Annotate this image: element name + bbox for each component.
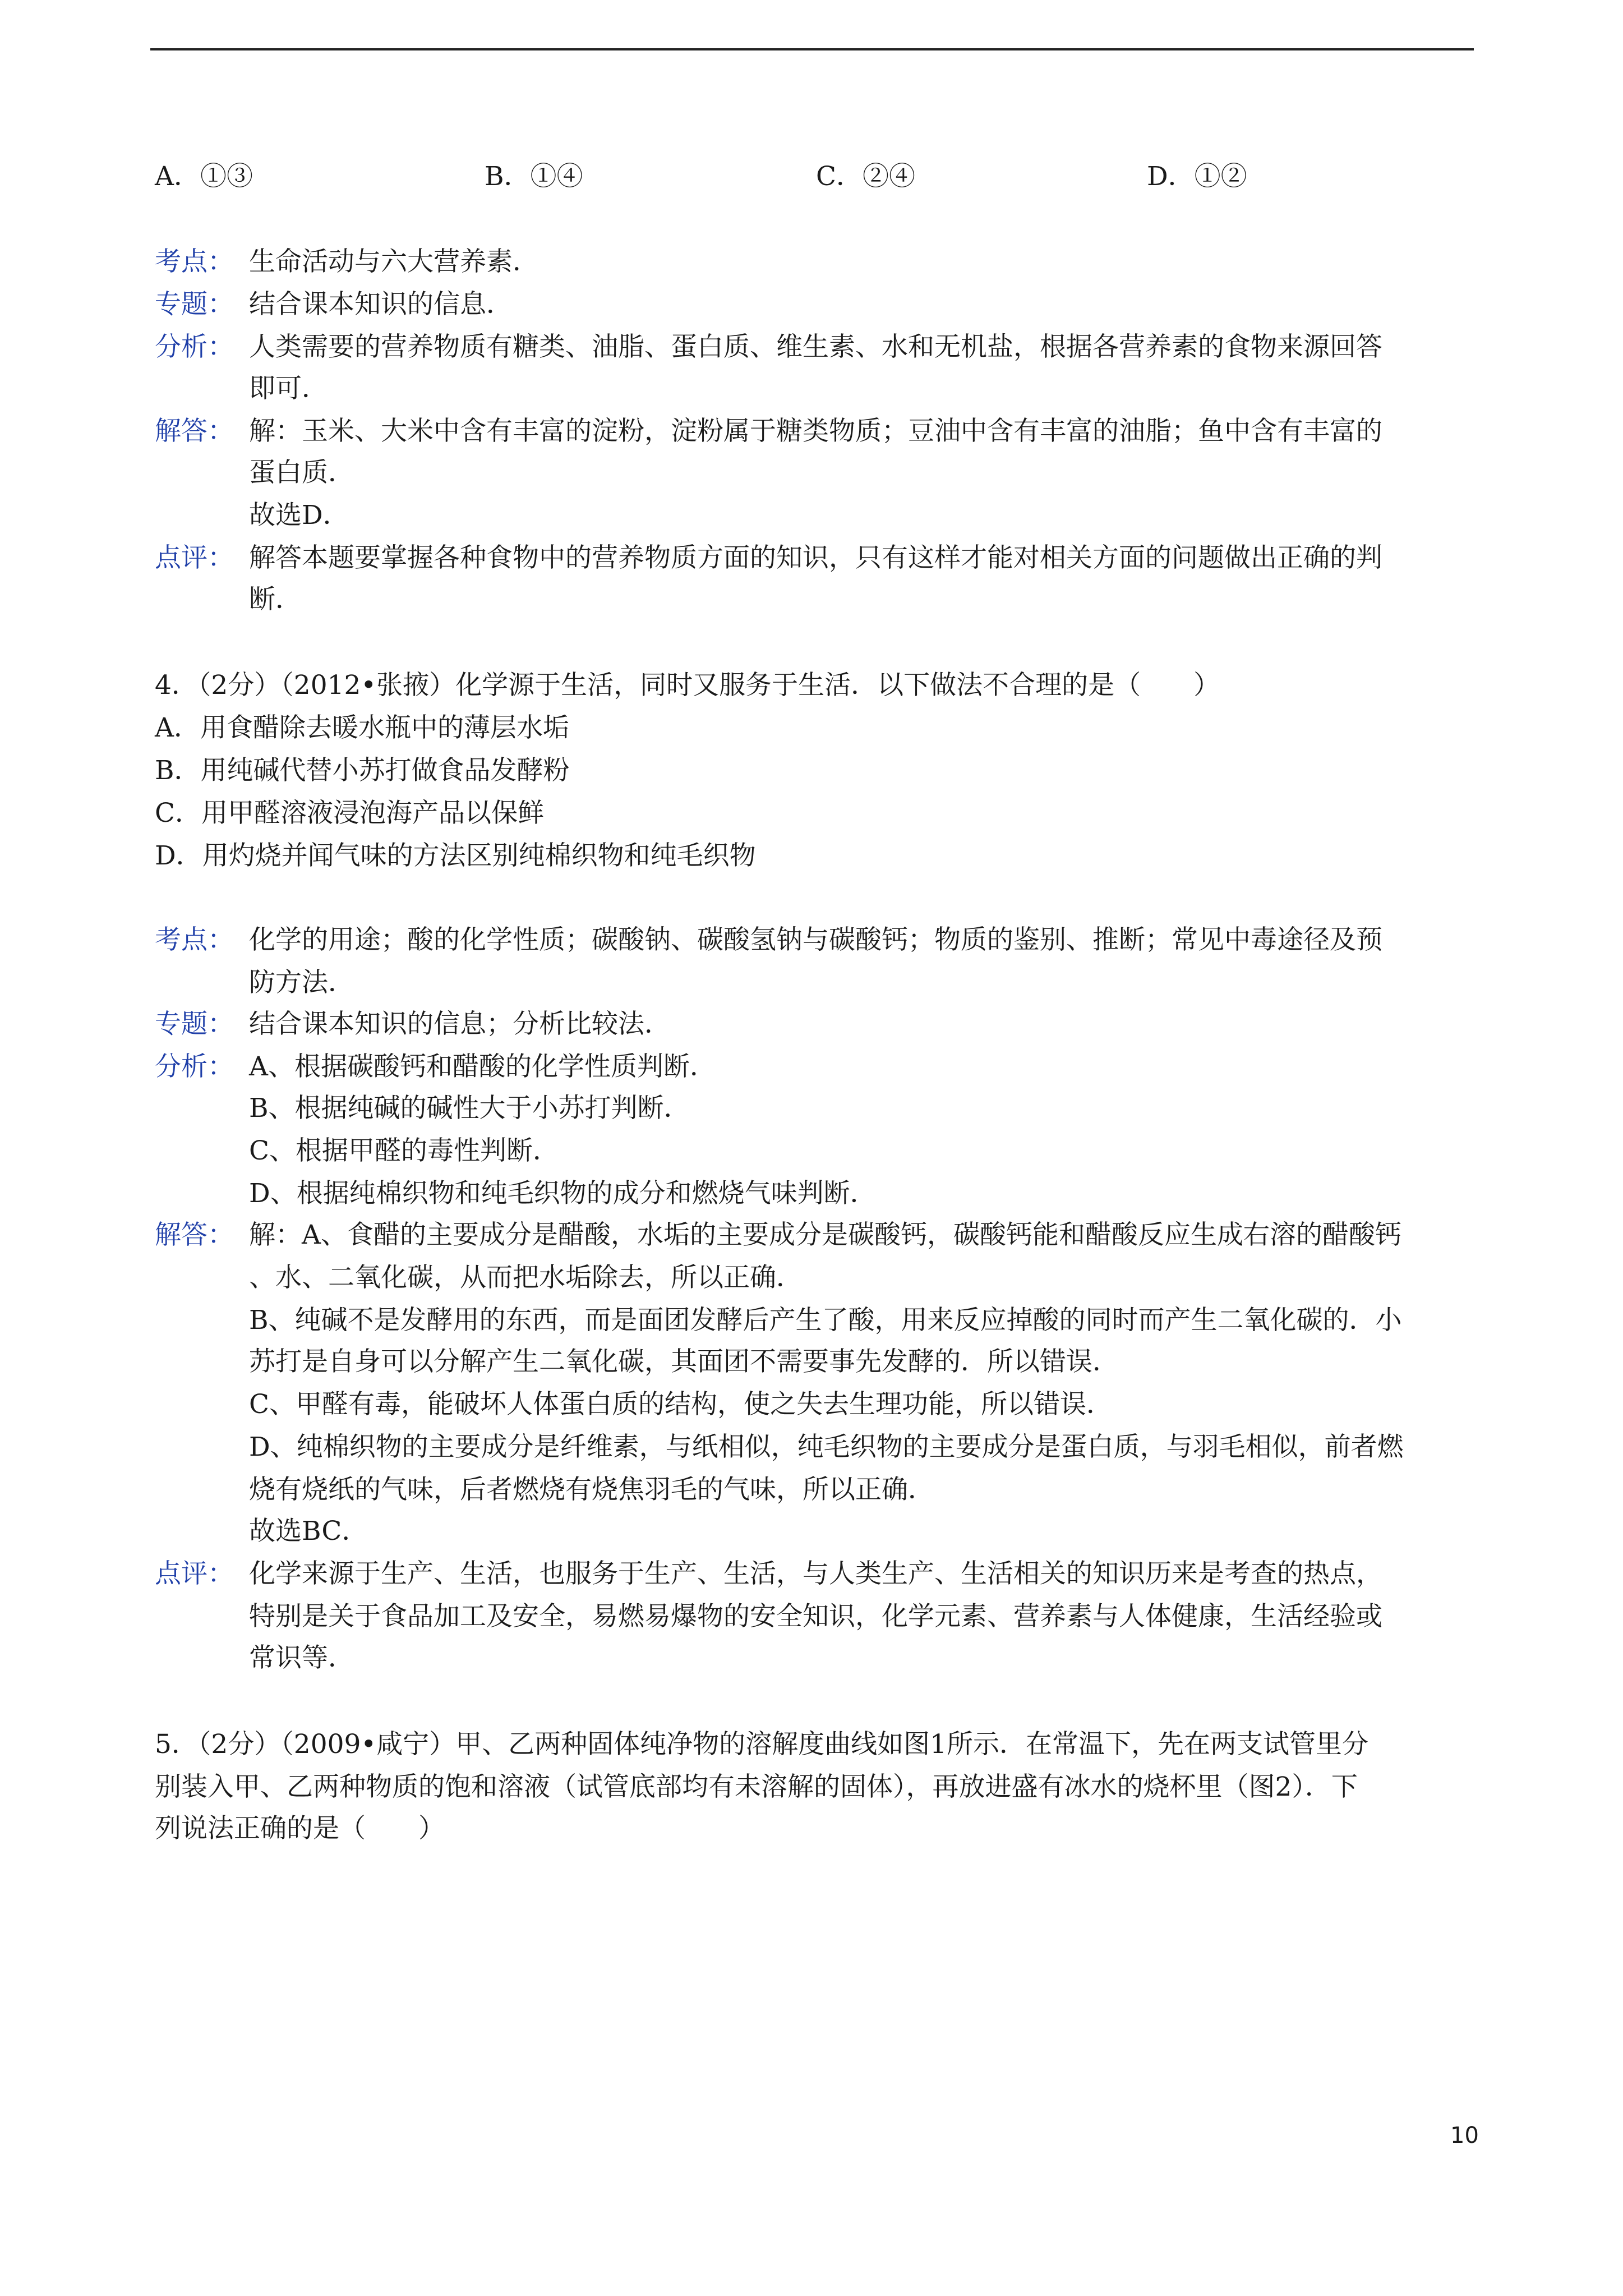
q4-jieda-label: 解答： xyxy=(155,1220,234,1250)
q4-jieda-line: B、纯碱不是发酵用的东西，而是面团发酵后产生了酸，用来反应掉酸的同时而产生二氧化碳的．小 xyxy=(249,1305,1402,1336)
q4-option-c: C．用甲醛溶液浸泡海产品以保鲜 xyxy=(155,798,544,829)
q3-jieda-line: 解：玉米、大米中含有丰富的淀粉，淀粉属于糖类物质；豆油中含有丰富的油脂；鱼中含有丰富的 xyxy=(249,416,1382,447)
q4-jieda-line: C、甲醛有毒，能破坏人体蛋白质的结构，使之失去生理功能，所以错误． xyxy=(249,1389,1113,1420)
q3-zhuanti-text: 结合课本知识的信息． xyxy=(249,289,513,320)
q4-dianping-line: 常识等． xyxy=(249,1642,354,1673)
q4-fenxi-line: D、根据纯棉织物和纯毛织物的成分和燃烧气味判断． xyxy=(249,1178,877,1209)
q4-jieda-line: 苏打是自身可以分解产生二氧化碳，其面团不需要事先发酵的．所以错误． xyxy=(249,1346,1119,1377)
q4-jieda-line: 、水、二氧化碳，从而把水垢除去，所以正确． xyxy=(249,1262,803,1293)
q4-dianping-label: 点评： xyxy=(155,1558,234,1589)
q5-stem-line: 5．（2分）（2009•咸宁）甲、乙两种固体纯净物的溶解度曲线如图1所示．在常温下，先在两支试管里分 xyxy=(155,1729,1369,1760)
q4-fenxi-label: 分析： xyxy=(155,1051,234,1082)
q4-dianping-line: 特别是关于食品加工及安全，易燃易爆物的安全知识，化学元素、营养素与人体健康，生活经验或 xyxy=(249,1601,1382,1632)
q3-option-b: B．①④ xyxy=(485,161,583,192)
q5-stem-line: 列说法正确的是（ ） xyxy=(155,1813,445,1844)
q4-kaodian-line: 化学的用途；酸的化学性质；碳酸钠、碳酸氢钠与碳酸钙；物质的鉴别、推断；常见中毒途径及预 xyxy=(249,924,1382,955)
q4-fenxi-line: C、根据甲醛的毒性判断． xyxy=(249,1135,559,1166)
q3-option-d: D．①② xyxy=(1147,161,1247,192)
q3-jieda-line: 故选D． xyxy=(249,500,349,531)
q3-fenxi-line: 人类需要的营养物质有糖类、油脂、蛋白质、维生素、水和无机盐，根据各营养素的食物来源回答 xyxy=(249,332,1382,362)
q4-fenxi-line: A、根据碳酸钙和醋酸的化学性质判断． xyxy=(249,1051,716,1082)
q4-option-d: D．用灼烧并闻气味的方法区别纯棉织物和纯毛织物 xyxy=(155,840,756,871)
q3-jieda-label: 解答： xyxy=(155,416,234,447)
q4-kaodian-line: 防方法． xyxy=(249,967,354,998)
q3-fenxi-label: 分析： xyxy=(155,332,234,362)
q4-jieda-line: 解：A、食醋的主要成分是醋酸，水垢的主要成分是碳酸钙，碳酸钙能和醋酸反应生成右溶的醋酸钙 xyxy=(249,1220,1401,1250)
page-number: 10 xyxy=(1450,2123,1479,2148)
q3-kaodian-text: 生命活动与六大营养素． xyxy=(249,246,539,277)
q3-option-a: A．①③ xyxy=(155,161,253,192)
q4-jieda-line: 烧有烧纸的气味，后者燃烧有烧焦羽毛的气味，所以正确． xyxy=(249,1474,934,1505)
q4-fenxi-line: B、根据纯碱的碱性大于小苏打判断． xyxy=(249,1093,690,1124)
q3-options-row xyxy=(0,160,1623,196)
q4-zhuanti-label: 专题： xyxy=(155,1009,234,1039)
q3-kaodian-label: 考点： xyxy=(155,246,234,277)
q5-stem-line: 别装入甲、乙两种物质的饱和溶液（试管底部均有未溶解的固体），再放进盛有冰水的烧杯里（图2）．下 xyxy=(155,1772,1358,1802)
q3-dianping-line: 解答本题要掌握各种食物中的营养物质方面的知识，只有这样才能对相关方面的问题做出正确的判 xyxy=(249,542,1382,573)
q4-jieda-line: D、纯棉织物的主要成分是纤维素，与纸相似，纯毛织物的主要成分是蛋白质，与羽毛相似，前者燃 xyxy=(249,1432,1404,1462)
q3-option-c: C．②④ xyxy=(816,161,915,192)
q3-dianping-label: 点评： xyxy=(155,542,234,573)
q4-dianping-line: 化学来源于生产、生活，也服务于生产、生活，与人类生产、生活相关的知识历来是考查的热点， xyxy=(249,1558,1382,1589)
q4-kaodian-label: 考点： xyxy=(155,924,234,955)
q4-option-a: A．用食醋除去暖水瓶中的薄层水垢 xyxy=(155,712,569,743)
header-rule xyxy=(150,48,1474,50)
q4-zhuanti-text: 结合课本知识的信息；分析比较法． xyxy=(249,1009,671,1039)
q3-jieda-line: 蛋白质． xyxy=(249,457,354,488)
q3-fenxi-line: 即可． xyxy=(249,373,328,404)
q4-jieda-line: 故选BC． xyxy=(249,1516,368,1547)
q4-stem: 4．（2分）（2012•张掖）化学源于生活，同时又服务于生活．以下做法不合理的是（ ） xyxy=(155,670,1220,701)
q3-zhuanti-label: 专题： xyxy=(155,289,234,320)
q4-option-b: B．用纯碱代替小苏打做食品发酵粉 xyxy=(155,755,570,786)
q3-dianping-line: 断． xyxy=(249,584,302,615)
